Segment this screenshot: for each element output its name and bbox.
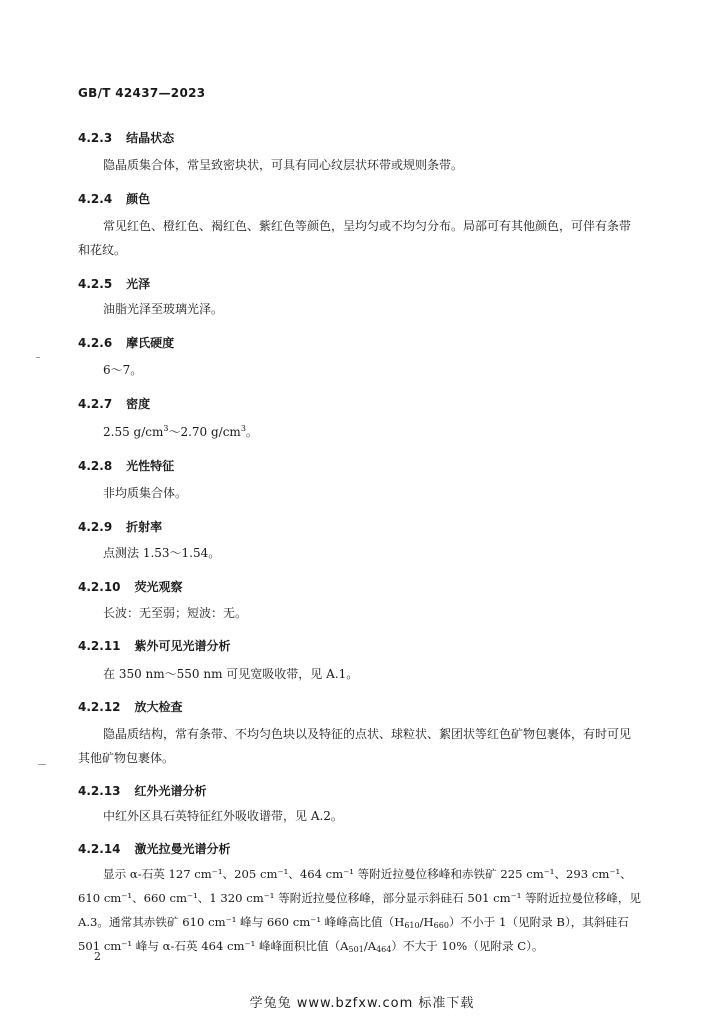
section-heading — [78, 129, 174, 146]
section-number: 4.2.8 — [78, 459, 113, 473]
density-end: 。 — [245, 425, 258, 439]
section-heading — [78, 275, 150, 292]
ratio-text: ）不大于 10%（见附录 C）。 — [391, 939, 544, 953]
standard-code: GB/T 42437—2023 — [78, 86, 206, 100]
section-heading — [78, 190, 150, 207]
body-line: 隐晶质集合体，常呈致密块状，可具有同心纹层状环带或规则条带。 — [103, 158, 464, 172]
scan-mark — [36, 357, 40, 358]
section-title: 光性特征 — [126, 459, 175, 473]
section-title: 红外光谱分析 — [134, 784, 207, 798]
body-line: 显示 α-石英 127 cm⁻¹、205 cm⁻¹、464 cm⁻¹ 等附近拉曼位移峰和赤铁矿 225 cm⁻¹、293 cm⁻¹、 — [103, 867, 632, 881]
scan-mark — [38, 764, 46, 765]
body-line: 在 350 nm～550 nm 可见宽吸收带，见 A.1。 — [103, 667, 359, 681]
section-title: 紫外可见光谱分析 — [134, 639, 231, 653]
section-body — [103, 214, 631, 238]
subscript: 464 — [376, 945, 392, 954]
body-line: 隐晶质结构，常有条带、不均匀色块以及特征的点状、球粒状、絮团状等红色矿物包裹体，有时可见 — [103, 727, 632, 741]
section-number: 4.2.7 — [78, 397, 113, 411]
section-body — [103, 722, 631, 746]
section-number: 4.2.13 — [78, 784, 121, 798]
section-body — [103, 358, 142, 382]
ratio-text: /H — [419, 915, 434, 929]
section-body — [103, 804, 343, 828]
section-heading — [78, 782, 207, 799]
subscript: 610 — [404, 921, 420, 930]
page-number: 2 — [94, 950, 101, 963]
subscript: 501 — [348, 945, 364, 954]
section-body — [103, 153, 463, 177]
section-body — [103, 601, 247, 625]
body-line — [78, 934, 641, 958]
section-title: 结晶状态 — [126, 131, 175, 145]
body-line: 和花纹。 — [78, 243, 127, 257]
section-title: 密度 — [126, 397, 151, 411]
subscript: 660 — [433, 921, 449, 930]
section-number: 4.2.3 — [78, 131, 113, 145]
section-title: 荧光观察 — [134, 580, 183, 594]
section-body — [103, 420, 258, 444]
section-heading — [78, 637, 231, 654]
section-heading — [78, 457, 174, 474]
section-title: 激光拉曼光谱分析 — [134, 842, 231, 856]
section-body — [103, 297, 223, 321]
section-title: 摩氏硬度 — [126, 336, 175, 350]
section-number: 4.2.11 — [78, 639, 121, 653]
body-line — [78, 910, 641, 934]
section-number: 4.2.5 — [78, 277, 113, 291]
density-high: ～2.70 g/cm — [168, 425, 241, 439]
section-body — [103, 862, 632, 886]
section-number: 4.2.12 — [78, 700, 121, 714]
density-unit-exponent: 3 — [163, 424, 169, 433]
section-body — [103, 541, 220, 565]
section-number: 4.2.6 — [78, 336, 113, 350]
section-title: 放大检查 — [134, 700, 183, 714]
section-body-continued — [78, 886, 641, 958]
section-body-continued — [78, 746, 174, 770]
footer-watermark: 学兔兔 www.bzfxw.com 标准下载 — [249, 996, 475, 1011]
ratio-text: /A — [363, 939, 377, 953]
section-heading — [78, 698, 183, 715]
section-heading — [78, 840, 231, 857]
section-body — [103, 662, 358, 686]
section-number: 4.2.14 — [78, 842, 121, 856]
body-line: 常见红色、橙红色、褐红色、紫红色等颜色，呈均匀或不均匀分布。局部可有其他颜色，可伴有条带 — [103, 219, 632, 233]
body-line: 长波：无至弱；短波：无。 — [103, 606, 248, 620]
section-heading — [78, 578, 183, 595]
ratio-text: ）不小于 1（见附录 B），其斜硅石 — [448, 915, 629, 929]
body-line: 中红外区具石英特征红外吸收谱带，见 A.2。 — [103, 809, 343, 823]
section-body-continued — [78, 238, 126, 262]
density-unit-exponent: 3 — [240, 424, 246, 433]
density-low: 2.55 g/cm — [103, 425, 164, 439]
section-number: 4.2.9 — [78, 520, 113, 534]
body-line: 点测法 1.53～1.54。 — [103, 546, 221, 560]
ratio-text: A.3。通常其赤铁矿 610 cm⁻¹ 峰与 660 cm⁻¹ 峰峰高比值（H — [78, 915, 405, 929]
section-number: 4.2.4 — [78, 192, 113, 206]
body-line: 油脂光泽至玻璃光泽。 — [103, 302, 224, 316]
body-line: 610 cm⁻¹、660 cm⁻¹、1 320 cm⁻¹ 等附近拉曼位移峰，部分显示斜硅石 501 cm⁻¹ 等附近拉曼位移峰，见 — [78, 891, 642, 905]
section-heading — [78, 395, 150, 412]
body-line: 6～7。 — [103, 363, 143, 377]
body-line: 其他矿物包裹体。 — [78, 751, 175, 765]
body-line: 非均质集合体。 — [103, 486, 188, 500]
section-number: 4.2.10 — [78, 580, 121, 594]
section-title: 折射率 — [126, 520, 163, 534]
section-title: 颜色 — [126, 192, 151, 206]
section-heading — [78, 518, 162, 535]
section-heading — [78, 334, 174, 351]
body-line — [103, 420, 258, 444]
section-body — [103, 481, 187, 505]
ratio-text: 501 cm⁻¹ 峰与 α-石英 464 cm⁻¹ 峰峰面积比值（A — [78, 939, 349, 953]
section-title: 光泽 — [126, 277, 151, 291]
